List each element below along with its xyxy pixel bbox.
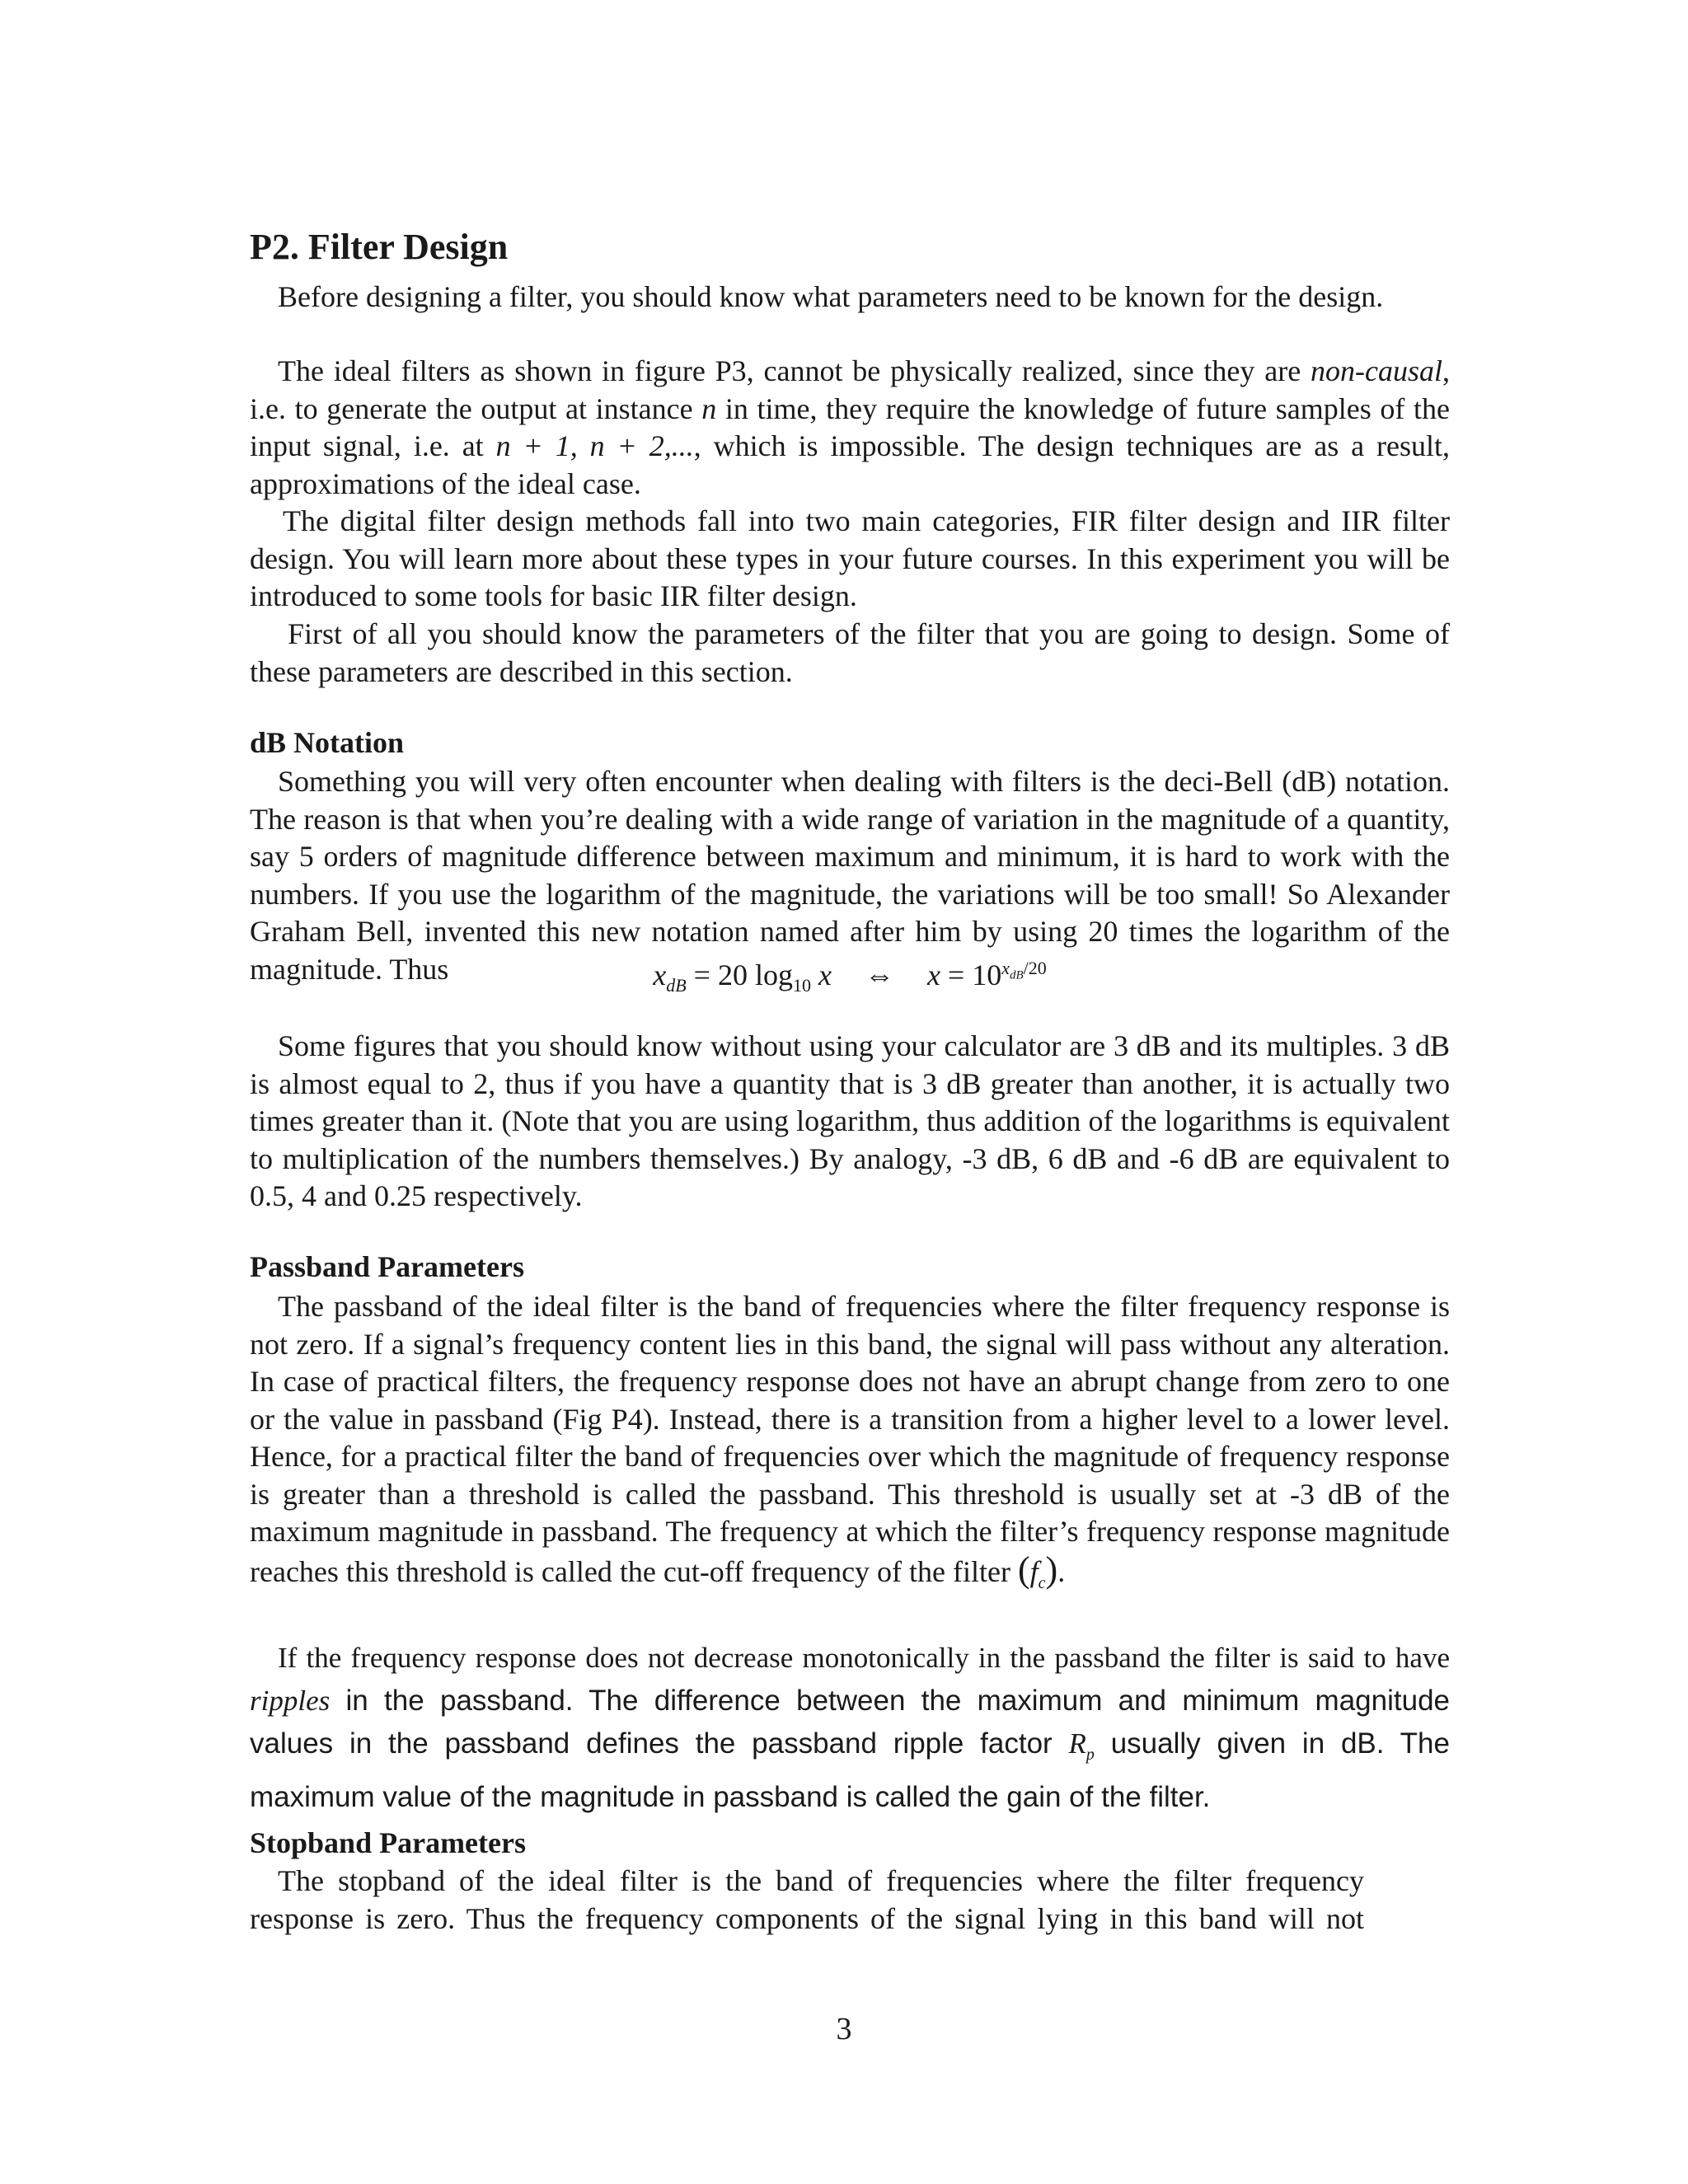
intro-paragraph-1: Before designing a filter, you should know what parameters need to be known for the design. [278,280,1384,313]
db-equation: $x_{dB} = 20$ $\log_{10} x$ ⇔ $x = 10^{x_{dB}/20}$ [653,958,1047,996]
intro-paragraph-4: First of all you should know the parameters of the filter that you are going to design. Some of these parameters are described in this section. [250,617,1450,688]
math-n: n [701,391,717,425]
db-paragraph-2: Some figures that you should know without using your calculator are 3 dB and its multiples. 3 dB is almost equal to 2, thus if you have a quantity that is 3 dB greater than another, it is actually two times greater than it. (Note that you are using logarithm, thus addition of the logarithms is equivalent to multiplication of the numbers themselves.) By analogy, -3 dB, 6 dB and -6 dB are equivalent to 0.5, 4 and 0.25 respectively. [250,1029,1450,1212]
intro-paragraph-2: The ideal filters as shown in figure P3, cannot be physically realized, since they are non-causal, i.e. to generate the output at instance n in time, they require the knowledge of future samples of the input signal, i.e. at n + 1, n + 2,..., which is impossible. The design techniques are as a result, approximations of the ideal case. [250,354,1450,500]
ripples-term: ripples [250,1685,331,1717]
db-paragraph-1: Something you will very often encounter when dealing with filters is the deci-Bell (dB) notation. The reason is that when you’re dealing with a wide range of variation in the magnitude of a quantity, say 5 orders of magnitude difference between maximum and minimum, it is hard to work with the numbers. If you use the logarithm of the magnitude, the variations will be too small! So Alexander Graham Bell, invented this new notation named after him by using 20 times the logarithm of the magnitude. Thus [250,765,1450,986]
noncausal-term: non-causal [1311,354,1442,387]
math-rp: R [1068,1727,1086,1760]
passband-paragraph-2: If the frequency response does not decrease monotonically in the passband the filter is said to have ripples in the passband. The difference between the maximum and minimum magnitude values in the passband defines the passband ripple factor $R_p$ usually given in dB. The maximum value of the magnitude in passband is called the gain of the filter. [250,1642,1450,1813]
page-number: 3 [836,2012,852,2046]
db-notation-heading: dB Notation [250,726,405,759]
iff-symbol: ⇔ [864,958,894,991]
math-samples: n + 1, n + 2,... [495,429,694,462]
section-heading: P2. Filter Design [250,227,509,267]
passband-heading: Passband Parameters [250,1250,524,1283]
passband-paragraph-1: The passband of the ideal filter is the band of frequencies where the filter frequency response is not zero. If a signal’s frequency content lies in this band, the signal will pass without any alteration. In case of practical filters, the frequency response does not have an abrupt change from zero to one or the value in passband (Fig P4). Instead, there is a transition from a higher level to a lower level. Hence, for a practical filter the band of frequencies over which the magnitude of frequency response is greater than a threshold is called the passband. This threshold is usually set at -3 dB of the maximum magnitude in passband. The frequency at which the filter’s frequency response magnitude reaches this threshold is called the cut-off frequency of the filter $(f_c)$. [250,1290,1450,1592]
intro-paragraph-3: The digital filter design methods fall into two main categories, FIR filter design and IIR filter design. You will learn more about these types in your future courses. In this experiment you will be introduced to some tools for basic IIR filter design. [250,504,1450,612]
math-fc: f [1029,1554,1039,1588]
stopband-paragraph-1: The stopband of the ideal filter is the band of frequencies where the filter frequency response is zero. Thus the frequency components of the signal lying in this band will not [250,1864,1364,1935]
stopband-heading: Stopband Parameters [250,1826,526,1859]
